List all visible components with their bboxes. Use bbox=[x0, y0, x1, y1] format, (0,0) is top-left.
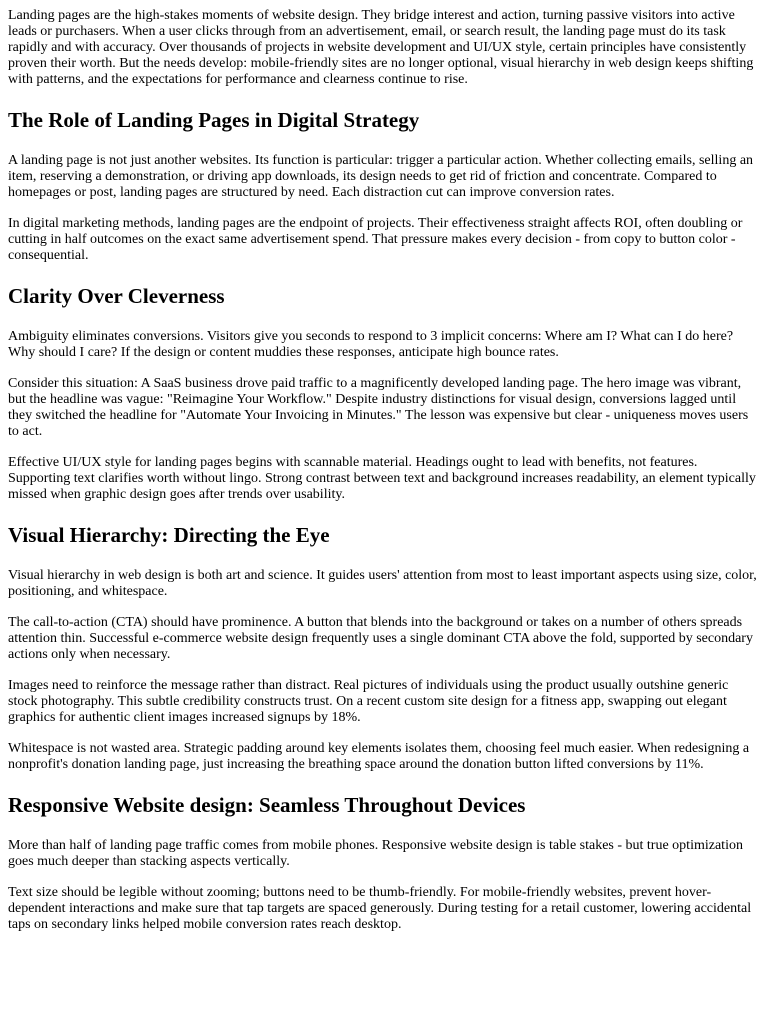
paragraph: In digital marketing methods, landing pages are the endpoint of projects. Their effectiveness straight affects ROI, often doubling or cutting in half outcomes on the exact same advertisement spend. That pressure makes every decision - from copy to button color - consequential. bbox=[8, 216, 743, 263]
section-heading-visual-hierarchy: Visual Hierarchy: Directing the Eye bbox=[8, 523, 330, 547]
paragraph: The call-to-action (CTA) should have prominence. A button that blends into the background or takes on a number of others spreads attention thin. Successful e-commerce website design frequently uses a single dominant CTA above the fold, supported by secondary actions only when necessary. bbox=[8, 615, 753, 662]
paragraph: A landing page is not just another websites. Its function is particular: trigger a particular action. Whether collecting emails, selling an item, reserving a demonstration, or driving app downloads, its design needs to get rid of friction and concentrate. Compared to homepages or post, landing pages are structured by need. Each distraction cut can improve conversion rates. bbox=[8, 153, 754, 200]
paragraph: Ambiguity eliminates conversions. Visitors give you seconds to respond to 3 implicit concerns: Where am I? What can I do here? Why should I care? If the design or content muddies these responses, anticipate high bounce rates. bbox=[8, 329, 734, 360]
paragraph: Images need to reinforce the message rather than distract. Real pictures of individuals using the product usually outshine generic stock photography. This subtle credibility constructs trust. On a recent custom site design for a fitness app, swapping out elegant graphics for authentic client images increased signups by 18%. bbox=[8, 678, 729, 725]
paragraph: Consider this situation: A SaaS business drove paid traffic to a magnificently developed landing page. The hero image was vibrant, but the headline was vague: "Reimagine Your Workflow." Despite industry distinctions for visual design, conversions lagged until they switched the headline for "Automate Your Invoicing in Minutes." The lesson was expensive but clear - uniqueness moves users to act. bbox=[8, 376, 749, 439]
paragraph: Visual hierarchy in web design is both art and science. It guides users' attention from most to least important aspects using size, color, positioning, and whitespace. bbox=[8, 568, 757, 599]
paragraph: Whitespace is not wasted area. Strategic padding around key elements isolates them, choosing feel much easier. When redesigning a nonprofit's donation landing page, just increasing the breathing space around the donation button lifted conversions by 11%. bbox=[8, 741, 750, 772]
section-heading-role: The Role of Landing Pages in Digital Strategy bbox=[8, 108, 420, 132]
intro-paragraph: Landing pages are the high-stakes moments of website design. They bridge interest and action, turning passive visitors into active leads or purchasers. When a user clicks through from an advertisement, email, or search result, the landing page must do its task rapidly and with accuracy. Over thousands of projects in website development and UI/UX style, certain principles have consistently proven their worth. But the needs develop: mobile-friendly sites are no longer optional, visual hierarchy in web design keeps shifting with patterns, and the expectations for performance and clearness continue to rise. bbox=[8, 8, 754, 87]
paragraph: Text size should be legible without zooming; buttons need to be thumb-friendly. For mobile-friendly websites, prevent hover-dependent interactions and make sure that tap targets are spaced generously. During testing for a retail customer, lowering accidental taps on secondary links helped mobile conversion rates reach desktop. bbox=[8, 885, 752, 932]
article-body bbox=[0, 8, 768, 933]
paragraph: More than half of landing page traffic comes from mobile phones. Responsive website design is table stakes - but true optimization goes much deeper than stacking aspects vertically. bbox=[8, 838, 743, 869]
paragraph: Effective UI/UX style for landing pages begins with scannable material. Headings ought to lead with benefits, not features. Supporting text clarifies worth without lingo. Strong contrast between text and background increases readability, an element typically missed when graphic design goes after trends over usability. bbox=[8, 455, 756, 502]
section-heading-clarity: Clarity Over Cleverness bbox=[8, 284, 225, 308]
section-heading-responsive: Responsive Website design: Seamless Throughout Devices bbox=[8, 793, 526, 817]
